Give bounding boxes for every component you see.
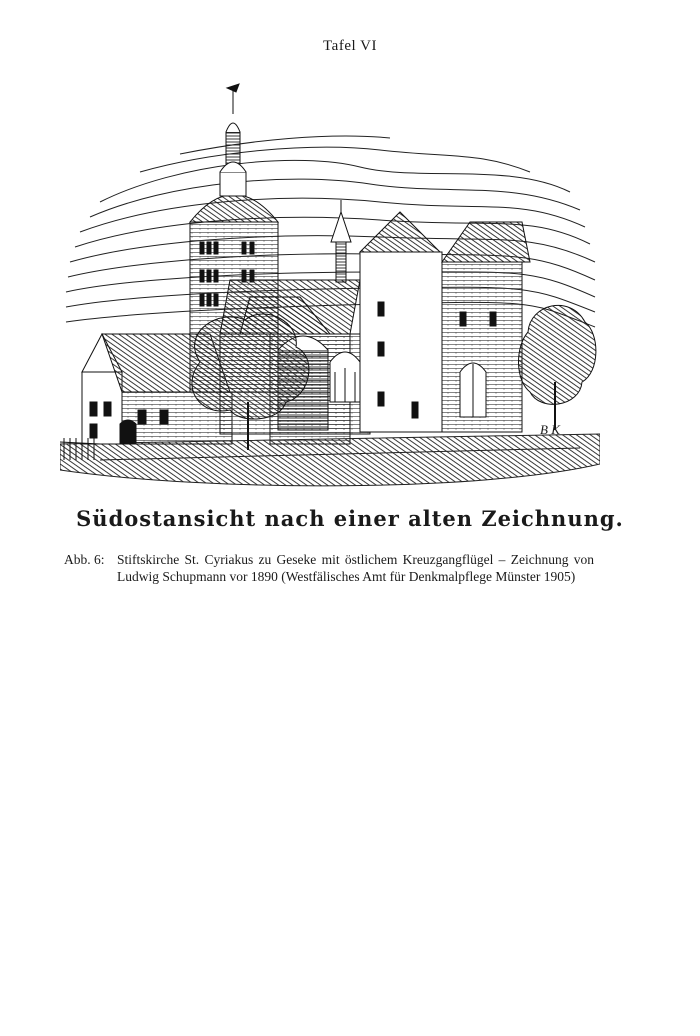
drawing-caption: Südostansicht nach einer alten Zeichnung. xyxy=(76,506,624,531)
east-towers xyxy=(360,212,530,432)
figure-caption-text: Stiftskirche St. Cyriakus zu Geseke mit östlichem Kreuzgangflügel – Zeichnung von Ludwig Schupmann vor 1890 (Westfälisches Amt für Denkmalpflege Münster 1905) xyxy=(117,552,594,584)
figure-caption-label: Abb. 6: xyxy=(64,552,105,567)
church-drawing xyxy=(60,72,600,502)
figure-caption xyxy=(64,551,594,585)
artist-monogram: B K xyxy=(540,422,560,437)
plate-label: Tafel VI xyxy=(323,38,377,54)
